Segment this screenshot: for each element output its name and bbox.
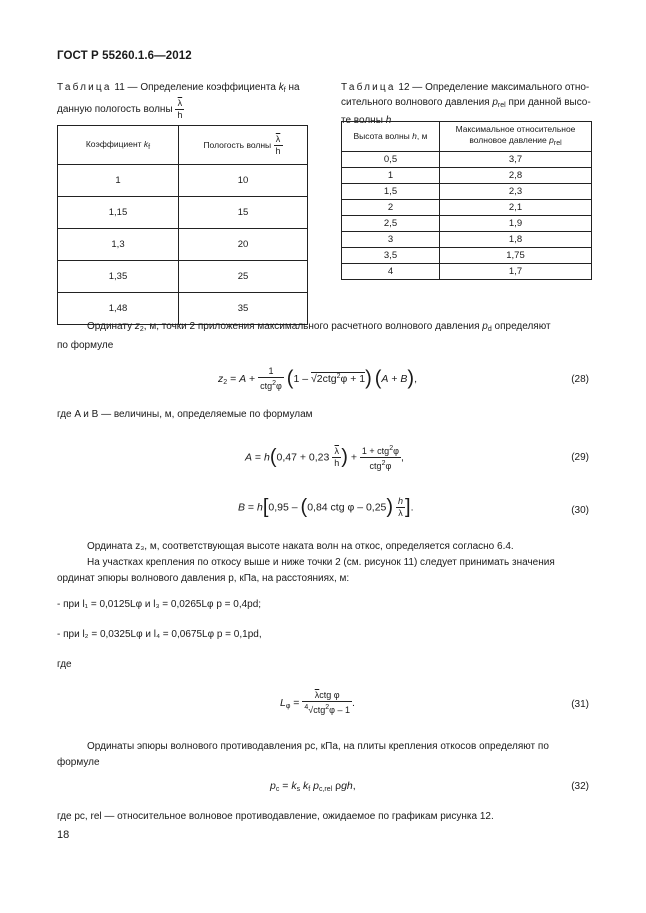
table-row: 0,5 3,7 (342, 152, 592, 168)
table-row: 4 1,7 (342, 264, 592, 280)
table-row: 1,3 20 (58, 229, 308, 261)
table11-caption: Таблица 11 — Определение коэффициента $k_f$ на данную пологость волны $\frac{\overline{\lambda}}{h}$ (57, 82, 300, 120)
paragraph-z2: Ординату $z_2$, м, точки 2 приложения максимального расчетного волнового давления $p_d$ определяют по формуле (57, 321, 551, 351)
table-row: 2,5 1,9 (342, 216, 592, 232)
table-12 (341, 121, 592, 280)
equation-number-30: (30) (571, 505, 589, 516)
paragraph-where-ab: где A и B — величины, м, определяемые по формулам (57, 409, 313, 420)
table11-col1-header: Коэффициент $k_f$ (58, 126, 179, 165)
formula-31: $L_\varphi$ = $\frac{\overline{\lambda}ctg \varphi}{^4√ctg^2\varphi - 1}$ . (280, 690, 355, 715)
document-header: ГОСТ Р 55260.1.6—2012 (57, 50, 192, 62)
condition-2: - при l₂ = 0,0325Lφ и l₄ = 0,0675Lφ p = 0,1pd, (57, 629, 262, 640)
table-row: 1 2,8 (342, 168, 592, 184)
equation-number-31: (31) (571, 699, 589, 710)
equation-number-28: (28) (571, 374, 589, 385)
table-row: 1,48 35 (58, 293, 308, 325)
formula-30: B = h[0,95 – (0,84 ctg φ – 0,25) $\frac{h}{\lambda}$ ]. (238, 496, 414, 518)
label-where: где (57, 659, 72, 670)
table11-col2-header: Пологость волны $\frac{\overline{\lambda}}{h}$ (179, 126, 308, 165)
table-row: 1,15 15 (58, 197, 308, 229)
condition-1: - при l₁ = 0,0125Lφ и l₃ = 0,0265Lφ p = 0,4pd; (57, 599, 262, 610)
paragraph-z3: Ордината z₃, м, соответствующая высоте наката волн на откос, определяется согласно 6.4. (87, 541, 514, 552)
page-number: 18 (57, 829, 70, 841)
table-row: 3,5 1,75 (342, 248, 592, 264)
paragraph-counter-pressure: Ординаты эпюры волнового противодавления pc, кПа, на плиты крепления откосов определяют по формуле (57, 741, 549, 768)
table12-col1-header: Высота волны h, м (342, 122, 440, 152)
equation-number-29: (29) (571, 452, 589, 463)
table-row: 1 10 (58, 165, 308, 197)
table-row: 1,35 25 (58, 261, 308, 293)
paragraph-pc-rel: где pc, rel — относительное волновое противодавление, ожидаемое по графикам рисунка 12. (57, 811, 494, 822)
table-row: 2 2,1 (342, 200, 592, 216)
table-row: 3 1,8 (342, 232, 592, 248)
table-row: 1,5 2,3 (342, 184, 592, 200)
formula-29: A = h(0,47 + 0,23 $\frac{\overline{\lambda}}{h}$ ) + $\frac{1 + ctg^2\varphi}{ctg^2\varphi}$ , (245, 445, 404, 471)
paragraph-sections: На участках крепления по откосу выше и ниже точки 2 (см. рисунок 11) следует принимать значения ординат эпюры волнового давления p, кПа, на расстояниях, м: (57, 557, 555, 584)
equation-number-32: (32) (571, 781, 589, 792)
table-11 (57, 125, 308, 325)
formula-32: $p_c = k_s$ $k_f$ $p_{c,rel}$ ρgh, (270, 780, 356, 793)
formula-28: $z_2 = A$ + $\frac{1}{ctg^2\varphi}$ (1 – √2ctg$^2$φ + 1) (A + B), (218, 366, 417, 391)
table12-col2-header: Максимальное относительное волновое давление $p_{rel}$ (440, 122, 592, 152)
table12-caption: Таблица 12 — Определение максимального отно- сительного волнового давления $p_{rel}$ при данной высо- те волны h (341, 82, 591, 126)
